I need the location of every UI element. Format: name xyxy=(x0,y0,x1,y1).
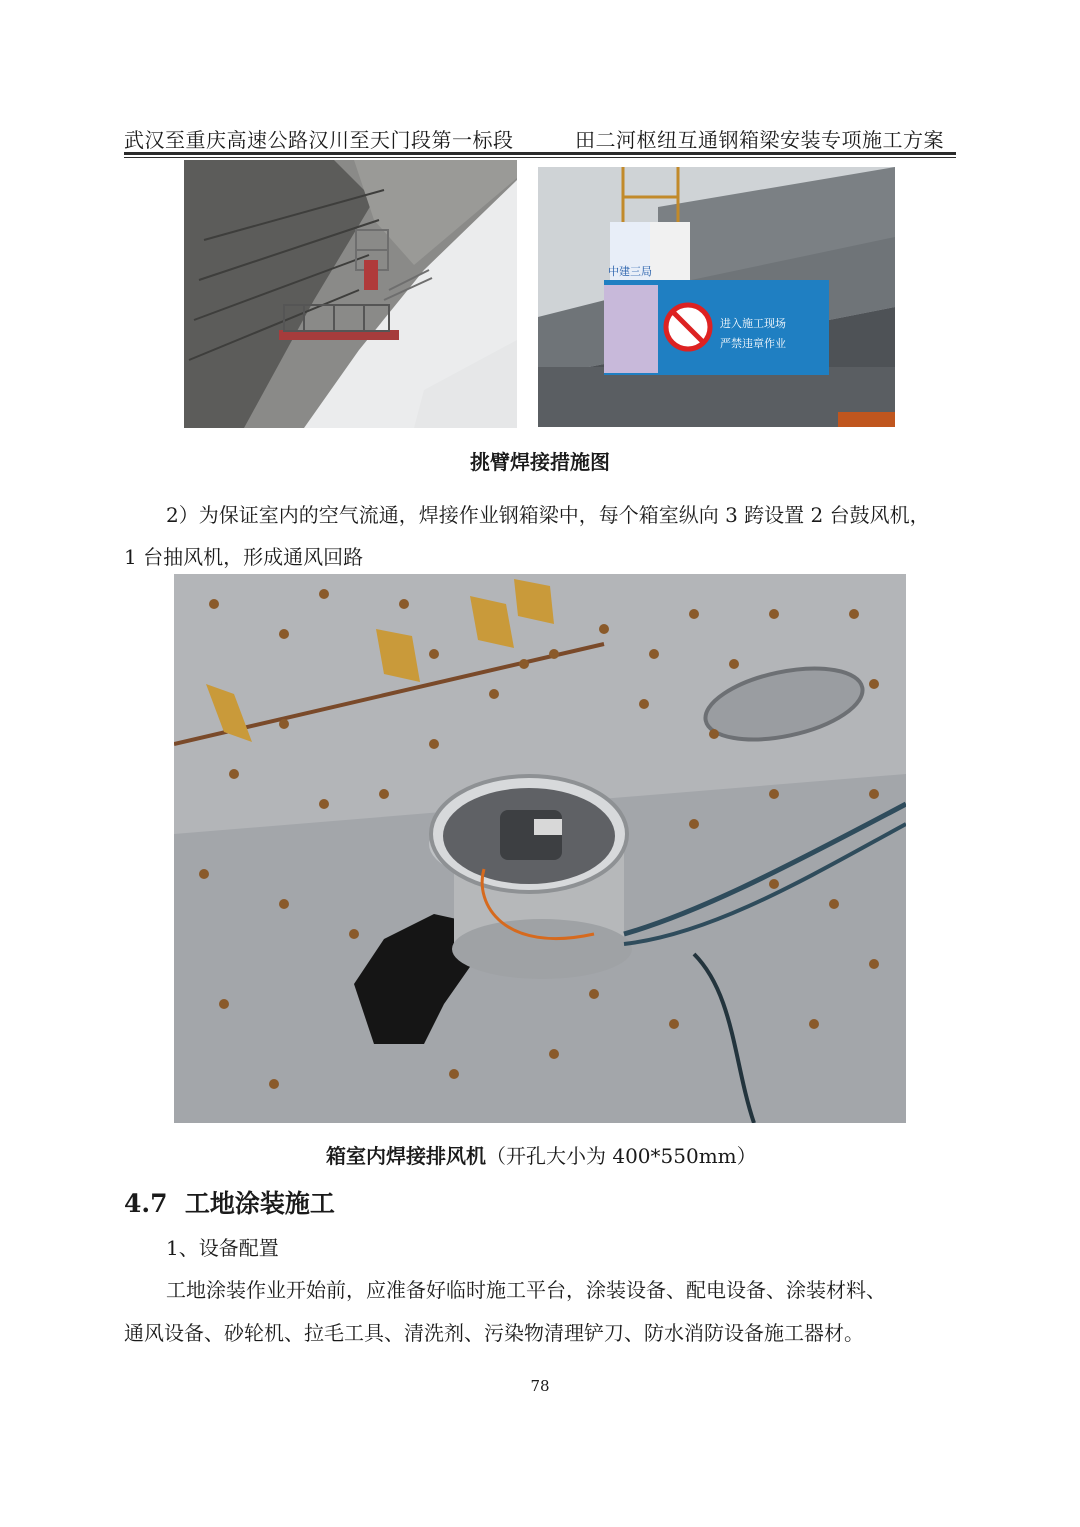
figure2-caption-bold: 箱室内焊接排风机 xyxy=(326,1144,486,1168)
header-left-title: 武汉至重庆高速公路汉川至天门段第一标段 xyxy=(124,128,514,152)
figure2-caption xyxy=(326,1140,757,1169)
section-number: 4.7 xyxy=(124,1189,168,1218)
para1-line1: 2）为保证室内的空气流通，焊接作业钢箱梁中，每个箱室纵向 3 跨设置 2 台鼓风机， xyxy=(166,503,930,527)
photo-exhaust-fan xyxy=(174,574,906,1123)
figure1-caption: 挑臂焊接措施图 xyxy=(470,450,610,474)
sign-brand-text: 中建三局 xyxy=(608,265,652,278)
page-number: 78 xyxy=(530,1377,550,1395)
header-rule-thick xyxy=(124,152,956,155)
para1-line2: 1 台抽风机，形成通风回路 xyxy=(124,545,364,569)
photo-cantilever-platform xyxy=(184,160,517,428)
para2-line1: 工地涂装作业开始前，应准备好临时施工平台，涂装设备、配电设备、涂装材料、 xyxy=(166,1278,886,1302)
section-heading xyxy=(124,1184,335,1220)
header-rule-thin xyxy=(124,157,956,158)
para2-line2: 通风设备、砂轮机、拉毛工具、清洗剂、污染物清理铲刀、防水消防设备施工器材。 xyxy=(124,1321,864,1345)
header-right-title: 田二河枢纽互通钢箱梁安装专项施工方案 xyxy=(575,128,944,152)
section-title: 工地涂装施工 xyxy=(184,1189,335,1218)
photo-safety-sign xyxy=(538,167,895,427)
figure2-caption-normal: （开孔大小为 400*550mm） xyxy=(486,1144,757,1168)
sign-text-2: 严禁违章作业 xyxy=(720,337,786,350)
sign-text-1: 进入施工现场 xyxy=(720,317,786,330)
list-item-equipment: 1、设备配置 xyxy=(166,1236,279,1260)
